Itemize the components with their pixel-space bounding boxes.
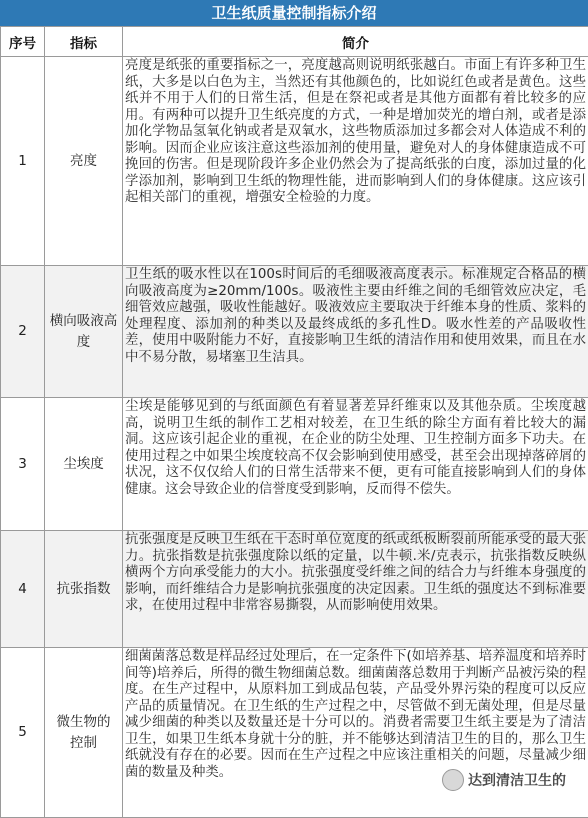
header-desc: 简介: [123, 27, 588, 57]
row-num: 5: [1, 648, 45, 818]
row-desc: 尘埃是能够见到的与纸面颜色有着显著差异纤维束以及其他杂质。尘埃度越高，说明卫生纸的制作工艺相对较差，在卫生纸的除尘方面有着比较大的漏洞。这应该引起企业的重视，在企业的防尘处理、卫生控制方面多下功夫。在使用过程之中如果尘埃度较高不仅会影响到使用感受，甚至会出现掉落碎屑的状况，这不仅仅给人们的日常生活带来不便，更有可能直接影响到人们的身体健康。这会导致企业的信誉度受到影响，反而得不偿失。: [123, 398, 588, 531]
watermark-logo-icon: [442, 769, 464, 791]
row-num: 4: [1, 531, 45, 648]
row-indicator: 尘埃度: [45, 398, 123, 531]
row-desc: 亮度是纸张的重要指标之一，亮度越高则说明纸张越白。市面上有许多种卫生纸，大多是以白色为主，当然还有其他颜色的，比如说红色或者是黄色。这些纸并不用于人们的日常生活，但是在祭祀或者是其他方面都有着比较多的应用。有两种可以提升卫生纸亮度的方式，一种是增加荧光的增白剂，或者是添加化学物品氢氧化钠或者是双氧水，这些物质添加过多都会对人体造成不利的影响。因而企业应该注意这些添加剂的使用量，避免对人的身体健康造成不可挽回的伤害。但是现阶段许多企业仍然会为了提高纸张的白度，添加过量的化学添加剂，影响到卫生纸的物理性能，进而影响到人们的身体健康。这应该引起相关部门的重视，增强安全检验的力度。: [123, 57, 588, 266]
row-indicator: 亮度: [45, 57, 123, 266]
indicator-table: [0, 26, 588, 818]
row-indicator: 横向吸液高度: [45, 266, 123, 398]
header-num: 序号: [1, 27, 45, 57]
watermark-text: 达到清洁卫生的: [468, 770, 566, 790]
row-indicator: 微生物的控制: [45, 648, 123, 818]
row-indicator: 抗张指数: [45, 531, 123, 648]
table-title: 卫生纸质量控制指标介绍: [0, 0, 588, 26]
table-row: [1, 531, 588, 648]
header-indicator: 指标: [45, 27, 123, 57]
row-desc: 卫生纸的吸水性以在100s时间后的毛细吸液高度表示。标准规定合格品的横向吸液高度为≥20mm/100s。吸液性主要由纤维之间的毛细管效应决定，毛细管效应越强，吸收性能越好。吸液效应主要取决于纤维本身的性质、浆料的处理程度、添加剂的种类以及最终成纸的多孔性D。吸水性差的产品吸收性差，使用中吸附能力不好，直接影响卫生纸的清洁作用和使用效果，而且在水中不易分散，易堵塞卫生洁具。: [123, 266, 588, 398]
row-num: 1: [1, 57, 45, 266]
header-row: [1, 27, 588, 57]
watermark: [442, 769, 566, 791]
table-row: [1, 398, 588, 531]
table-row: [1, 57, 588, 266]
table-row: [1, 266, 588, 398]
table-row: [1, 648, 588, 818]
row-num: 2: [1, 266, 45, 398]
row-desc: 细菌菌落总数是样品经过处理后，在一定条件下(如培养基、培养温度和培养时间等)培养后，所得的微生物细菌总数。细菌菌落总数用于判断产品被污染的程度。在生产过程中，从原料加工到成品包装，产品受外界污染的程度可以反应产品的质量情况。在卫生纸的生产过程之中，尽管做不到无菌处理，但是尽量减少细菌的种类以及数量还是十分可以的。消费者需要卫生纸主要是为了清洁卫生，如果卫生纸本身就十分的脏，并不能够达到清洁卫生的目的，那么卫生纸就没有存在的必要。因而在生产过程之中应该注重相关的问题，尽量减少细菌的数量及种类。: [123, 648, 588, 818]
row-num: 3: [1, 398, 45, 531]
row-desc: 抗张强度是反映卫生纸在干态时单位宽度的纸或纸板断裂前所能承受的最大张力。抗张指数是抗张强度除以纸的定量，以牛顿.米/克表示，抗张指数反映纵横两个方向承受能力的大小。抗张强度受纤维之间的结合力与纤维本身强度的影响，而纤维结合力是影响抗张强度的决定因素。卫生纸的强度达不到标准要求，在使用过程中非常容易撕裂，从而影响使用效果。: [123, 531, 588, 648]
